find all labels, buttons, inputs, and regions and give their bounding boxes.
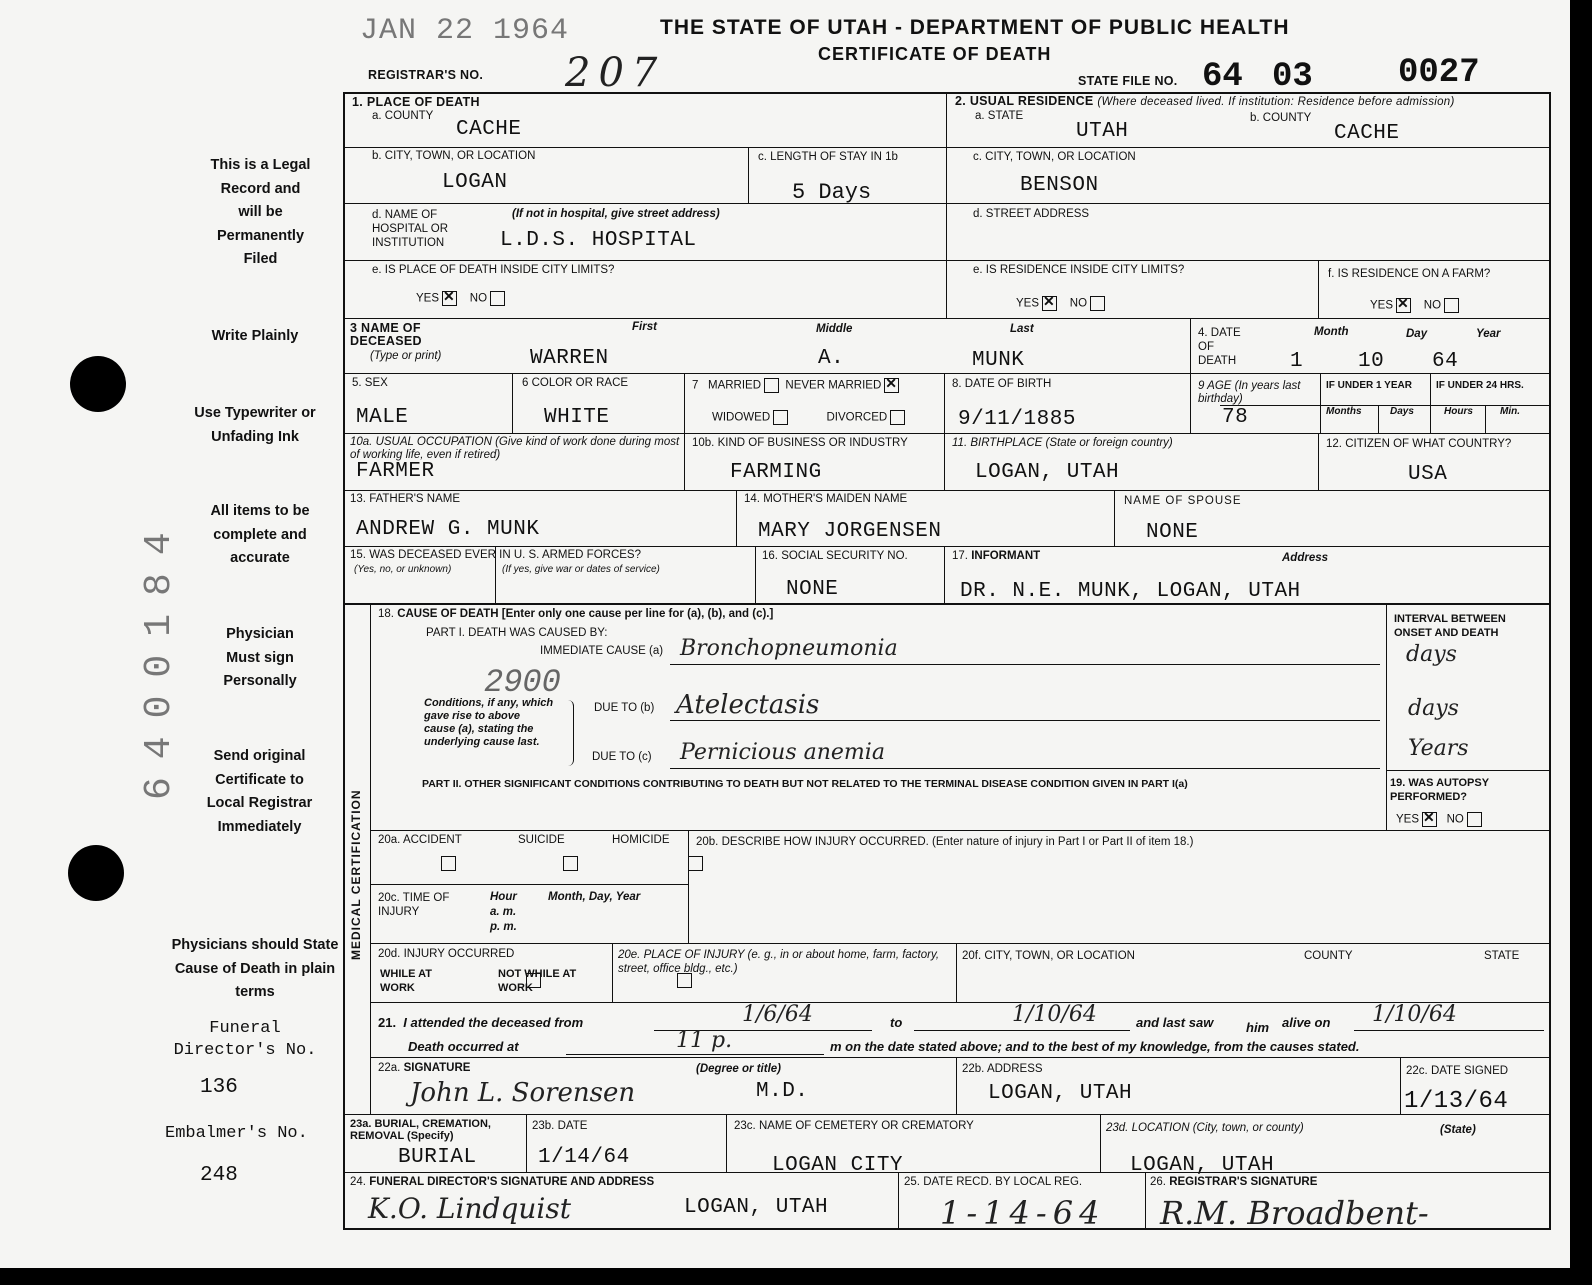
death-month: 1 [1290, 350, 1304, 373]
funeral-director-label: FUNERAL DIRECTOR'S SIGNATURE AND ADDRESS [369, 1176, 655, 1188]
injury-state-label: STATE [1484, 950, 1520, 962]
immediate-cause-label: IMMEDIATE CAUSE (a) [540, 645, 664, 657]
injury-place-label: PLACE OF INJURY (e. g., in or about home, farm, factory, street, office bldg., etc.) [618, 949, 940, 975]
to-label: to [890, 1015, 903, 1030]
res-city-label: c. CITY, TOWN, OR LOCATION [973, 151, 1136, 163]
interval-a: days [1406, 642, 1457, 667]
note-send-original: Send original Certificate to Local Registrar Immediately [206, 748, 313, 835]
race-label: COLOR OR RACE [531, 377, 629, 389]
note-cause-plain-terms: Physicians should State Cause of Death in plain terms [171, 937, 339, 1000]
last-name-label: Last [1010, 323, 1034, 335]
stay-value: 5 Days [792, 180, 872, 205]
physician-degree: M.D. [756, 1080, 809, 1103]
attended-label: I attended the deceased from [403, 1015, 584, 1030]
injury-time-label: TIME OF INJURY [378, 892, 450, 918]
business-value: FARMING [730, 461, 822, 484]
while-at-work-label: WHILE AT WORK [380, 968, 432, 994]
cause-c: Pernicious anemia [680, 740, 885, 765]
place-city: LOGAN [442, 171, 508, 194]
cemetery-label: NAME OF CEMETERY OR CREMATORY [758, 1120, 974, 1132]
hospital-note: (If not in hospital, give street address) [512, 208, 720, 220]
due-to-c-label: DUE TO (c) [592, 751, 652, 763]
name-label: NAME OF DECEASED [350, 321, 422, 348]
cemetery-value: LOGAN CITY [772, 1154, 904, 1177]
funeral-director-signature: K.O. Lindquist [368, 1192, 571, 1225]
injury-occurred-label: INJURY OCCURRED [403, 948, 515, 960]
punch-hole-bottom [68, 845, 124, 901]
physician-address: LOGAN, UTAH [988, 1082, 1133, 1105]
date-signed-label: DATE SIGNED [1430, 1065, 1509, 1077]
birthplace-label: BIRTHPLACE (State or foreign country) [970, 437, 1173, 449]
received-date-stamp: JAN 22 1964 [360, 14, 570, 48]
cause-code: 2900 [484, 664, 561, 701]
date-signed: 1/13/64 [1404, 1088, 1509, 1115]
dob-label: DATE OF BIRTH [964, 378, 1052, 390]
age-value: 78 [1222, 406, 1249, 429]
death-year: 64 [1432, 350, 1459, 373]
armed-forces-label: WAS DECEASED EVER IN U. S. ARMED FORCES? [369, 549, 641, 561]
middle-name: A. [818, 347, 845, 370]
part2-label: PART II. OTHER SIGNIFICANT CONDITIONS CONTRIBUTING TO DEATH BUT NOT RELATED TO THE TERMINAL DISEASE CONDITION GIVEN IN PART I(a) [422, 778, 1188, 790]
married-checkbox[interactable] [764, 378, 779, 393]
injury-county-label: COUNTY [1304, 950, 1353, 962]
cause-label: CAUSE OF DEATH [Enter only one cause per line for (a), (b), and (c).] [397, 608, 774, 620]
date-received: 1-14-64 [940, 1194, 1106, 1232]
burial-location: LOGAN, UTAH [1130, 1154, 1275, 1177]
hospital-label: d. NAME OF HOSPITAL OR INSTITUTION [372, 209, 449, 249]
funeral-director-address: LOGAN, UTAH [684, 1196, 829, 1219]
death-time: 11 p. [676, 1028, 733, 1053]
days-label: Days [1390, 406, 1414, 417]
last-saw-label: and last saw [1136, 1015, 1214, 1030]
degree-label: (Degree or title) [696, 1063, 781, 1075]
place-limits-label: e. IS PLACE OF DEATH INSIDE CITY LIMITS? [372, 264, 615, 276]
place-of-death-label: PLACE OF DEATH [366, 95, 480, 109]
under-24-hrs-label: IF UNDER 24 HRS. [1436, 380, 1524, 391]
day-label: Day [1406, 328, 1428, 340]
cause-b: Atelectasis [676, 690, 820, 720]
death-occurred-label: Death occurred at [408, 1039, 519, 1054]
note-legal-record: This is a Legal Record and will be Permanently Filed [210, 157, 311, 267]
funeral-director-no: 136 [200, 1076, 238, 1099]
spouse-value: NONE [1146, 521, 1199, 544]
age-label: AGE (In years last birthday) [1198, 380, 1301, 405]
place-county-label: a. COUNTY [372, 110, 434, 122]
months-label: Months [1326, 406, 1362, 417]
alive-on-date: 1/10/64 [1372, 1002, 1457, 1027]
suicide-label: SUICIDE [518, 834, 565, 846]
business-label: KIND OF BUSINESS OR INDUSTRY [717, 437, 908, 449]
res-limits-label: e. IS RESIDENCE INSIDE CITY LIMITS? [973, 264, 1185, 276]
res-limits-yes-checkbox[interactable] [1042, 296, 1057, 311]
res-state: UTAH [1076, 120, 1129, 143]
first-name: WARREN [530, 347, 609, 370]
sex-label: SEX [364, 377, 388, 389]
death-date-label: DATE OF DEATH [1198, 327, 1241, 367]
armed-note-1: (Yes, no, or unknown) [354, 564, 452, 575]
certificate-title: CERTIFICATE OF DEATH [818, 44, 1052, 64]
alive-on-label: alive on [1282, 1015, 1331, 1030]
homicide-label: HOMICIDE [612, 834, 670, 846]
registrar-signature: R.M. Broadbent- [1160, 1194, 1429, 1232]
cause-a: Bronchopneumonia [680, 636, 898, 661]
injury-how-label: DESCRIBE HOW INJURY OCCURRED. (Enter nature of injury in Part I or Part II of item 18.) [721, 836, 1194, 848]
birthplace-value: LOGAN, UTAH [975, 461, 1120, 484]
death-certificate: JAN 22 1964 THE STATE OF UTAH - DEPARTMENT OF PUBLIC HEALTH CERTIFICATE OF DEATH REGISTRAR'S NO. 207 STATE FILE NO. 64 03 0027 This is a Legal Record and will be Permanently Filed Write Plainly Use Typewriter or Unfading Ink All items to be complete and accurate Physician Must sign Personally Send original Certificate to Local Registrar Immediately Physicians should State Cause of Death in plain terms Funeral Director's No. 136 Embalmer's No. 248 6400184 1. PLACE OF DEATH a. COUNTY CACHE 2. USUAL RESIDENCE (Where deceased lived. If institution: Residence before admission) a. STATE UTAH b. COUNTY CACHE b. CITY, TOWN, OR LOCATION LOGAN c. LENGTH OF STAY IN 1b 5 Days c. CITY, TOWN, OR LOCATION BENSON d. NAME OF HOSPITAL OR INSTITUTION (If not in hospital, give street address) L.D.S. HOSPITAL d. STREET ADDRESS e. IS PLACE OF DEATH INSIDE CITY LIMITS? YES✕ NO e. IS RESIDENCE INSIDE CITY LIMITS? YES✕ NO f. IS RESIDENCE ON A FARM? YES✕ NO 3 NAME OF DECEASED (Type or print) First Middle Last WARREN A. MUNK 4. DATE OF DEATH Month Day Year 1 10 64 5. SEX MALE 6 COLOR OR RACE WHITE 7 MARRIED NEVER MARRIED✕ WIDOWED DIVORCED 8. DATE OF BIRTH 9/11/1885 9 AGE (In years last birthday) 78 IF UNDER 1 YEAR IF UNDER 24 HRS. Months Days Hours Min. 10a. USUAL OCCUPATION (Give kind of work done during most of working life, even if retired) FARMER 10b. KIND OF BUSINESS OR INDUSTRY FARMING 11. BIRTHPLACE (State or foreign country) LOGAN, UTAH 12. CITIZEN OF WHAT COUNTRY? USA 13. FATHER'S NAME ANDREW G. MUNK 14. MOTHER'S MAIDEN NAME MARY JORGENSEN NAME OF SPOUSE NONE 15. WAS DECEASED EVER IN U. S. ARMED FORCES? (Yes, no, or unknown) (If yes, give war or dates of service) 16. SOCIAL SECURITY NO. NONE 17. INFORMANT Address DR. N.E. MUNK, LOGAN, UTAH MEDICAL CERTIFICATION 18. CAUSE OF DEATH [Enter only one cause per line for (a), (b), and (c).] PART I. DEATH WAS CAUSED BY: IMMEDIATE CAUSE (a) Bronchopneumonia 2900 Conditions, if any, which gave rise to above cause (a), stating the underlying cause last. DUE TO (b) Atelectasis DUE TO (c) Pernicious anemia INTERVAL BETWEEN ONSET AND DEATH days days Years PART II. OTHER SIGNIFICANT CONDITIONS CONTRIBUTING TO DEATH BUT NOT RELATED TO THE TERMINAL DISEASE CONDITION GIVEN IN PART I(a) 19. WAS AUTOPSY PERFORMED? YES✕ NO 20a. ACCIDENT SUICIDE HOMICIDE 20b. DESCRIBE HOW INJURY OCCURRED. (Enter nature of injury in Part I or Part II of item 18.) 20c. TIME OF INJURY Hour a. m. p. m. Month, Day, Year 20d. INJURY OCCURRED WHILE AT WORK NOT WHILE AT WORK 20e. PLACE OF INJURY (e. g., in or about home, farm, factory, street, office bldg., etc.) 20f. CITY, TOWN, OR LOCATION COUNTY STATE 21. I attended the deceased from 1/6/64 to 1/10/64 and last saw him alive on 1/10/64 Death occurred at 11 p. m on the date stated above; and to the best of my knowledge, from the causes stated. 22a. SIGNATURE (Degree or title) John L. Sorensen M.D. 22b. ADDRESS LOGAN, UTAH 22c. DATE SIGNED 1/13/64 23a. BURIAL, CREMATION, REMOVAL (Specify) BURIAL 23b. DATE 1/14/64 23c. NAME OF CEMETERY OR CREMATORY LOGAN CITY 23d. LOCATION (City, town, or county) (State) LOGAN, UTAH 24. FUNERAL DIRECTOR'S SIGNATURE AND ADDRESS K.O. Lindquist LOGAN, UTAH 25. DATE RECD. BY LOCAL REG. 1-14-64 26. REGISTRAR'S SIGNATURE R.M. Broadbent- [0, 0, 1570, 1268]
res-limits-no-checkbox[interactable] [1090, 296, 1105, 311]
registrar-no-label: REGISTRAR'S NO. [368, 68, 484, 82]
first-name-label: First [632, 321, 657, 333]
farm-yes-checkbox[interactable] [1396, 298, 1411, 313]
date-received-label: DATE RECD. BY LOCAL REG. [923, 1176, 1083, 1188]
autopsy-label: WAS AUTOPSY PERFORMED? [1390, 777, 1489, 803]
spouse-label: NAME OF SPOUSE [1124, 495, 1242, 507]
res-state-label: a. STATE [975, 110, 1024, 122]
am-label: a. m. [490, 906, 517, 918]
res-county: CACHE [1334, 122, 1400, 145]
burial-date: 1/14/64 [538, 1146, 630, 1169]
farm-label: f. IS RESIDENCE ON A FARM? [1328, 268, 1491, 280]
citizen-value: USA [1408, 463, 1448, 486]
year-label: Year [1476, 328, 1501, 340]
place-limits-yes-checkbox[interactable] [442, 291, 457, 306]
embalmer-no: 248 [200, 1164, 238, 1187]
homicide-checkbox[interactable] [688, 856, 703, 871]
note-physician-sign: Physician Must sign Personally [223, 626, 297, 689]
conditions-note: Conditions, if any, which gave rise to above cause (a), stating the underlying cause last. [424, 697, 554, 748]
hours-label: Hours [1444, 406, 1473, 417]
form-frame [343, 92, 1551, 1230]
place-limits-no-checkbox[interactable] [490, 291, 505, 306]
place-city-label: b. CITY, TOWN, OR LOCATION [372, 150, 536, 162]
accident-checkbox[interactable] [441, 856, 456, 871]
res-county-label: b. COUNTY [1250, 112, 1312, 124]
burial-value: BURIAL [398, 1146, 477, 1169]
residence-note: (Where deceased lived. If institution: Residence before admission) [1097, 96, 1455, 108]
agency-title: THE STATE OF UTAH - DEPARTMENT OF PUBLIC HEALTH [660, 16, 1290, 39]
father-value: ANDREW G. MUNK [356, 518, 540, 541]
ssn-label: SOCIAL SECURITY NO. [781, 550, 908, 562]
hospital-name: L.D.S. HOSPITAL [500, 229, 697, 252]
embalmer-no-label: Embalmer's No. [165, 1124, 308, 1143]
registrar-signature-label: REGISTRAR'S SIGNATURE [1169, 1176, 1318, 1188]
state-file-label: STATE FILE NO. [1078, 74, 1178, 88]
residence-label: USUAL RESIDENCE [969, 94, 1094, 108]
interval-b: days [1408, 696, 1459, 721]
death-day: 10 [1358, 350, 1385, 373]
physician-signature: John L. Sorensen [410, 1078, 636, 1108]
occupation-label: USUAL OCCUPATION (Give kind of work done during most of working life, even if retired) [350, 436, 680, 461]
informant-value: DR. N.E. MUNK, LOGAN, UTAH [960, 580, 1301, 603]
attended-from: 1/6/64 [742, 1002, 813, 1027]
mother-value: MARY JORGENSEN [758, 520, 942, 543]
never-married-checkbox[interactable] [884, 378, 899, 393]
note-typewriter: Use Typewriter or Unfading Ink [194, 405, 316, 445]
last-name: MUNK [972, 349, 1025, 372]
autopsy-no-checkbox[interactable] [1467, 812, 1482, 827]
registrar-no: 207 [565, 50, 666, 96]
note-write-plainly: Write Plainly [211, 328, 299, 344]
res-street-label: d. STREET ADDRESS [973, 208, 1090, 220]
citizen-label: CITIZEN OF WHAT COUNTRY? [1345, 438, 1512, 450]
bracket [566, 700, 574, 766]
race-value: WHITE [544, 406, 610, 429]
hour-label: Hour [490, 891, 517, 903]
burial-location-label: LOCATION (City, town, or county) [1131, 1122, 1304, 1134]
attend-statement: m on the date stated above; and to the best of my knowledge, from the causes stated. [830, 1039, 1360, 1054]
punch-hole-top [70, 356, 126, 412]
under-1-year-label: IF UNDER 1 YEAR [1326, 380, 1412, 391]
farm-no-checkbox[interactable] [1444, 298, 1459, 313]
attended-to: 1/10/64 [1012, 1002, 1097, 1027]
burial-state-label: (State) [1440, 1124, 1476, 1136]
state-file-c: 0027 [1398, 54, 1480, 92]
month-label: Month [1314, 326, 1349, 338]
dob-value: 9/11/1885 [958, 408, 1076, 431]
middle-name-label: Middle [816, 323, 853, 335]
place-county: CACHE [456, 118, 522, 141]
injury-city-label: CITY, TOWN, OR LOCATION [984, 950, 1135, 962]
note-complete: All items to be complete and accurate [210, 503, 310, 566]
burial-label: BURIAL, CREMATION, REMOVAL (Specify) [350, 1118, 491, 1142]
name-note: (Type or print) [370, 350, 442, 362]
mdy-label: Month, Day, Year [548, 891, 641, 903]
informant-label: INFORMANT [971, 550, 1041, 562]
min-label: Min. [1500, 406, 1520, 417]
father-label: FATHER'S NAME [369, 493, 460, 505]
autopsy-yes-checkbox[interactable] [1422, 812, 1437, 827]
sex-value: MALE [356, 406, 409, 429]
signature-label: SIGNATURE [403, 1062, 471, 1074]
due-to-b-label: DUE TO (b) [594, 702, 655, 714]
part1-label: PART I. DEATH WAS CAUSED BY: [426, 627, 608, 639]
not-while-at-work-label: NOT WHILE AT WORK [498, 968, 577, 994]
suicide-checkbox[interactable] [563, 856, 578, 871]
informant-address-label: Address [1282, 552, 1329, 564]
widowed-checkbox[interactable] [773, 410, 788, 425]
state-file-b: 03 [1272, 58, 1313, 96]
divorced-checkbox[interactable] [890, 410, 905, 425]
accident-label: ACCIDENT [402, 834, 462, 846]
funeral-director-no-label: Funeral Director's No. [173, 1019, 317, 1060]
interval-label: INTERVAL BETWEEN ONSET AND DEATH [1394, 613, 1506, 639]
res-city: BENSON [1020, 174, 1099, 197]
burial-date-label: DATE [557, 1120, 588, 1132]
state-file-a: 64 [1202, 58, 1243, 96]
mother-label: MOTHER'S MAIDEN NAME [763, 493, 908, 505]
pm-label: p. m. [490, 921, 517, 933]
medical-certification-label: MEDICAL CERTIFICATION [349, 789, 363, 960]
occupation-value: FARMER [356, 460, 435, 483]
physician-address-label: ADDRESS [986, 1063, 1043, 1075]
ssn-value: NONE [786, 578, 839, 601]
interval-c: Years [1408, 736, 1469, 761]
armed-note-2: (If yes, give war or dates of service) [502, 564, 660, 575]
stay-label: c. LENGTH OF STAY IN 1b [758, 151, 898, 163]
him-label: him [1246, 1020, 1270, 1035]
vertical-file-number: 6400184 [138, 514, 181, 800]
